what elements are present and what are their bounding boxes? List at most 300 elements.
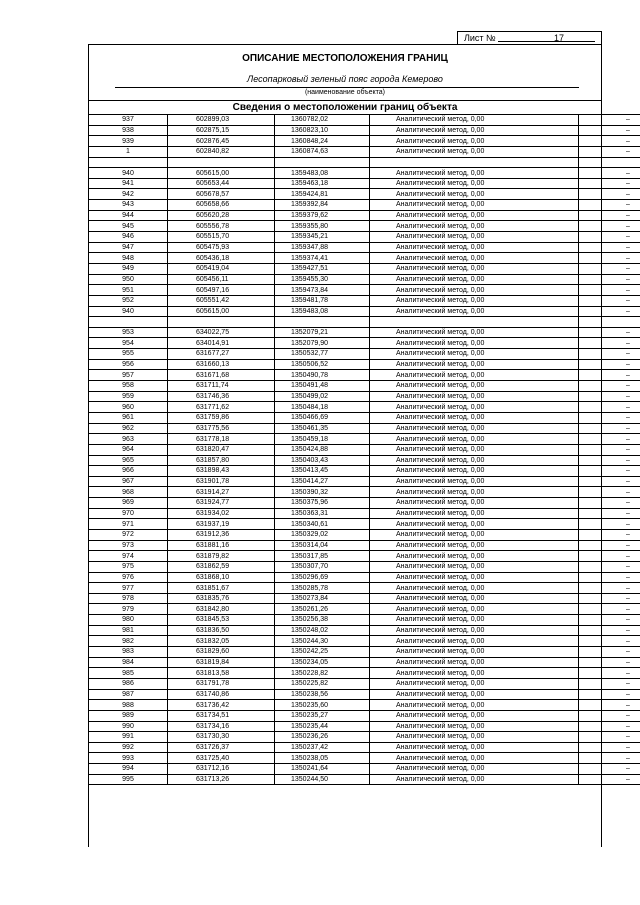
y-coordinate-cell: 1352079,21 (275, 327, 370, 338)
x-coordinate-cell: 631924,77 (168, 498, 275, 509)
table-row (89, 210, 640, 221)
table-row (89, 444, 640, 455)
description-cell: – (579, 263, 640, 274)
table-row (89, 466, 640, 477)
method-cell: Аналитический метод, 0,00 (370, 232, 579, 243)
object-caption: (наименование объекта) (304, 89, 386, 96)
table-row (89, 774, 640, 785)
x-coordinate-cell: 631901,78 (168, 476, 275, 487)
x-coordinate-cell: 631791,78 (168, 678, 275, 689)
method-cell: Аналитический метод, 0,00 (370, 115, 579, 126)
x-coordinate-cell: 631836,50 (168, 625, 275, 636)
x-coordinate-cell: 631712,16 (168, 764, 275, 775)
point-number-cell: 973 (89, 540, 168, 551)
y-coordinate-cell: 1360782,02 (275, 115, 370, 126)
table-row (89, 285, 640, 296)
table-row (89, 583, 640, 594)
x-coordinate-cell: 605678,57 (168, 189, 275, 200)
point-number-cell: 993 (89, 753, 168, 764)
table-row (89, 157, 640, 168)
description-cell: – (579, 466, 640, 477)
x-coordinate-cell: 631845,53 (168, 615, 275, 626)
table-row (89, 529, 640, 540)
table-row (89, 115, 640, 126)
x-coordinate-cell: 631851,67 (168, 583, 275, 594)
y-coordinate-cell: 1359463,18 (275, 178, 370, 189)
x-coordinate-cell: 631726,37 (168, 742, 275, 753)
method-cell: Аналитический метод, 0,00 (370, 434, 579, 445)
y-coordinate-cell: 1350238,56 (275, 689, 370, 700)
x-coordinate-cell: 605620,28 (168, 210, 275, 221)
description-cell: – (579, 285, 640, 296)
point-number-cell: 939 (89, 136, 168, 147)
table-row (89, 263, 640, 274)
description-cell: – (579, 625, 640, 636)
object-name: Лесопарковый зеленый пояс города Кемерово (247, 74, 443, 84)
y-coordinate-cell: 1359379,62 (275, 210, 370, 221)
x-coordinate-cell: 631937,19 (168, 519, 275, 530)
y-coordinate-cell: 1350484,18 (275, 402, 370, 413)
point-number-cell: 951 (89, 285, 168, 296)
method-cell: Аналитический метод, 0,00 (370, 263, 579, 274)
x-coordinate-cell: 631778,18 (168, 434, 275, 445)
point-number-cell: 966 (89, 466, 168, 477)
description-cell: – (579, 115, 640, 126)
x-coordinate-cell: 605497,16 (168, 285, 275, 296)
point-number-cell: 990 (89, 721, 168, 732)
method-cell: Аналитический метод, 0,00 (370, 466, 579, 477)
table-row (89, 232, 640, 243)
description-cell: – (579, 391, 640, 402)
y-coordinate-cell: 1350403,43 (275, 455, 370, 466)
table-row (89, 636, 640, 647)
x-coordinate-cell: 602876,45 (168, 136, 275, 147)
method-cell: Аналитический метод, 0,00 (370, 519, 579, 530)
method-cell: Аналитический метод, 0,00 (370, 732, 579, 743)
table-row (89, 381, 640, 392)
method-cell: Аналитический метод, 0,00 (370, 742, 579, 753)
sheet-number-box (457, 31, 602, 45)
description-cell: – (579, 551, 640, 562)
y-coordinate-cell: 1350241,64 (275, 764, 370, 775)
description-cell: – (579, 721, 640, 732)
description-cell: – (579, 402, 640, 413)
table-row (89, 434, 640, 445)
description-cell: – (579, 136, 640, 147)
table-row (89, 615, 640, 626)
y-coordinate-cell: 1350314,04 (275, 540, 370, 551)
y-coordinate-cell: 1350466,69 (275, 412, 370, 423)
point-number-cell: 953 (89, 327, 168, 338)
description-cell: – (579, 774, 640, 785)
method-cell: Аналитический метод, 0,00 (370, 370, 579, 381)
x-coordinate-cell: 631671,68 (168, 370, 275, 381)
table-row (89, 349, 640, 360)
table-row (89, 498, 640, 509)
x-coordinate-cell: 631660,13 (168, 359, 275, 370)
y-coordinate-cell: 1350340,61 (275, 519, 370, 530)
point-number-cell: 994 (89, 764, 168, 775)
description-cell: – (579, 200, 640, 211)
point-number-cell: 947 (89, 242, 168, 253)
y-coordinate-cell: 1359473,84 (275, 285, 370, 296)
point-number-cell: 976 (89, 572, 168, 583)
description-cell: – (579, 412, 640, 423)
method-cell: Аналитический метод, 0,00 (370, 561, 579, 572)
point-number-cell: 944 (89, 210, 168, 221)
point-number-cell: 961 (89, 412, 168, 423)
y-coordinate-cell: 1350506,52 (275, 359, 370, 370)
method-cell: Аналитический метод, 0,00 (370, 498, 579, 509)
description-cell: – (579, 700, 640, 711)
x-coordinate-cell: 631862,59 (168, 561, 275, 572)
y-coordinate-cell: 1350285,78 (275, 583, 370, 594)
table-row (89, 487, 640, 498)
method-cell: Аналитический метод, 0,00 (370, 615, 579, 626)
y-coordinate-cell: 1350424,88 (275, 444, 370, 455)
description-cell: – (579, 232, 640, 243)
method-cell: Аналитический метод, 0,00 (370, 476, 579, 487)
x-coordinate-cell: 631842,80 (168, 604, 275, 615)
description-cell: – (579, 221, 640, 232)
x-coordinate-cell: 631734,51 (168, 710, 275, 721)
y-coordinate-cell: 1350237,42 (275, 742, 370, 753)
y-coordinate-cell: 1359355,80 (275, 221, 370, 232)
table-row (89, 593, 640, 604)
point-number-cell: 952 (89, 295, 168, 306)
table-row (89, 338, 640, 349)
method-cell: Аналитический метод, 0,00 (370, 647, 579, 658)
y-coordinate-cell: 1350459,18 (275, 434, 370, 445)
method-cell: Аналитический метод, 0,00 (370, 125, 579, 136)
point-number-cell: 955 (89, 349, 168, 360)
description-cell: – (579, 210, 640, 221)
x-coordinate-cell: 631736,42 (168, 700, 275, 711)
y-coordinate-cell: 1359392,84 (275, 200, 370, 211)
x-coordinate-cell: 631730,30 (168, 732, 275, 743)
coordinates-table (88, 114, 640, 785)
point-number-cell: 982 (89, 636, 168, 647)
point-number-cell: 989 (89, 710, 168, 721)
y-coordinate-cell: 1350490,78 (275, 370, 370, 381)
table-row (89, 178, 640, 189)
object-name-underline (115, 87, 579, 88)
x-coordinate-cell: 631759,86 (168, 412, 275, 423)
point-number-cell: 963 (89, 434, 168, 445)
y-coordinate-cell: 1350228,82 (275, 668, 370, 679)
point-number-cell (89, 157, 168, 168)
x-coordinate-cell (168, 157, 275, 168)
description-cell: – (579, 636, 640, 647)
x-coordinate-cell: 605436,18 (168, 253, 275, 264)
document-title: ОПИСАНИЕ МЕСТОПОЛОЖЕНИЯ ГРАНИЦ (242, 53, 448, 64)
description-cell: – (579, 381, 640, 392)
description-cell: – (579, 689, 640, 700)
method-cell: Аналитический метод, 0,00 (370, 572, 579, 583)
x-coordinate-cell: 631898,43 (168, 466, 275, 477)
y-coordinate-cell: 1359345,21 (275, 232, 370, 243)
table-row (89, 359, 640, 370)
point-number-cell: 995 (89, 774, 168, 785)
y-coordinate-cell: 1350414,27 (275, 476, 370, 487)
point-number-cell: 965 (89, 455, 168, 466)
description-cell: – (579, 178, 640, 189)
description-cell: – (579, 540, 640, 551)
sheet-number-underline (498, 41, 595, 42)
x-coordinate-cell: 605551,42 (168, 295, 275, 306)
y-coordinate-cell: 1359483,08 (275, 168, 370, 179)
method-cell: Аналитический метод, 0,00 (370, 146, 579, 157)
table-row (89, 678, 640, 689)
method-cell: Аналитический метод, 0,00 (370, 689, 579, 700)
description-cell: – (579, 253, 640, 264)
point-number-cell: 957 (89, 370, 168, 381)
description-cell: – (579, 678, 640, 689)
description-cell: – (579, 189, 640, 200)
x-coordinate-cell: 631879,82 (168, 551, 275, 562)
sheet-label: Лист № (464, 33, 496, 43)
y-coordinate-cell: 1350296,69 (275, 572, 370, 583)
y-coordinate-cell: 1350235,44 (275, 721, 370, 732)
y-coordinate-cell: 1350238,05 (275, 753, 370, 764)
point-number-cell: 977 (89, 583, 168, 594)
x-coordinate-cell: 631725,40 (168, 753, 275, 764)
x-coordinate-cell: 631914,27 (168, 487, 275, 498)
description-cell: – (579, 668, 640, 679)
y-coordinate-cell: 1350317,85 (275, 551, 370, 562)
table-row (89, 540, 640, 551)
description-cell: – (579, 349, 640, 360)
point-number-cell: 979 (89, 604, 168, 615)
y-coordinate-cell (275, 317, 370, 328)
point-number-cell: 950 (89, 274, 168, 285)
description-cell: – (579, 742, 640, 753)
method-cell: Аналитический метод, 0,00 (370, 391, 579, 402)
table-row (89, 604, 640, 615)
x-coordinate-cell: 631775,56 (168, 423, 275, 434)
x-coordinate-cell: 605475,93 (168, 242, 275, 253)
table-row (89, 221, 640, 232)
x-coordinate-cell: 631832,05 (168, 636, 275, 647)
point-number-cell: 940 (89, 168, 168, 179)
x-coordinate-cell (168, 317, 275, 328)
table-row (89, 710, 640, 721)
x-coordinate-cell: 631819,84 (168, 657, 275, 668)
description-cell: – (579, 306, 640, 317)
x-coordinate-cell: 605556,78 (168, 221, 275, 232)
table-row (89, 700, 640, 711)
description-cell: – (579, 764, 640, 775)
description-cell (579, 317, 640, 328)
method-cell: Аналитический метод, 0,00 (370, 764, 579, 775)
method-cell: Аналитический метод, 0,00 (370, 168, 579, 179)
y-coordinate-cell: 1350363,31 (275, 508, 370, 519)
x-coordinate-cell: 631934,02 (168, 508, 275, 519)
y-coordinate-cell: 1352079,90 (275, 338, 370, 349)
table-row (89, 508, 640, 519)
method-cell: Аналитический метод, 0,00 (370, 295, 579, 306)
table-row (89, 125, 640, 136)
method-cell: Аналитический метод, 0,00 (370, 455, 579, 466)
point-number-cell: 968 (89, 487, 168, 498)
description-cell: – (579, 561, 640, 572)
description-cell: – (579, 370, 640, 381)
description-cell: – (579, 657, 640, 668)
description-cell: – (579, 710, 640, 721)
method-cell: Аналитический метод, 0,00 (370, 189, 579, 200)
point-number-cell: 956 (89, 359, 168, 370)
method-cell: Аналитический метод, 0,00 (370, 604, 579, 615)
table-row (89, 742, 640, 753)
table-row (89, 689, 640, 700)
table-row (89, 476, 640, 487)
description-cell: – (579, 327, 640, 338)
point-number-cell: 942 (89, 189, 168, 200)
method-cell: Аналитический метод, 0,00 (370, 700, 579, 711)
point-number-cell: 1 (89, 146, 168, 157)
table-row (89, 168, 640, 179)
method-cell: Аналитический метод, 0,00 (370, 253, 579, 264)
table-row (89, 753, 640, 764)
x-coordinate-cell: 634014,91 (168, 338, 275, 349)
section-title: Сведения о местоположении границ объекта (232, 102, 458, 113)
y-coordinate-cell: 1350413,45 (275, 466, 370, 477)
x-coordinate-cell: 602899,03 (168, 115, 275, 126)
y-coordinate-cell: 1350461,35 (275, 423, 370, 434)
point-number-cell: 943 (89, 200, 168, 211)
description-cell: – (579, 508, 640, 519)
y-coordinate-cell: 1350256,38 (275, 615, 370, 626)
table-row (89, 455, 640, 466)
y-coordinate-cell: 1350236,26 (275, 732, 370, 743)
point-number-cell: 978 (89, 593, 168, 604)
description-cell: – (579, 338, 640, 349)
x-coordinate-cell: 631820,47 (168, 444, 275, 455)
description-cell: – (579, 604, 640, 615)
method-cell: Аналитический метод, 0,00 (370, 274, 579, 285)
y-coordinate-cell: 1350532,77 (275, 349, 370, 360)
y-coordinate-cell (275, 157, 370, 168)
y-coordinate-cell: 1359483,08 (275, 306, 370, 317)
table-row (89, 625, 640, 636)
y-coordinate-cell: 1350244,30 (275, 636, 370, 647)
method-cell: Аналитический метод, 0,00 (370, 487, 579, 498)
point-number-cell: 937 (89, 115, 168, 126)
x-coordinate-cell: 605658,66 (168, 200, 275, 211)
y-coordinate-cell: 1359424,81 (275, 189, 370, 200)
table-row (89, 391, 640, 402)
y-coordinate-cell: 1359374,41 (275, 253, 370, 264)
point-number-cell: 986 (89, 678, 168, 689)
x-coordinate-cell: 631713,26 (168, 774, 275, 785)
x-coordinate-cell: 605653,44 (168, 178, 275, 189)
table-row (89, 657, 640, 668)
description-cell: – (579, 434, 640, 445)
method-cell: Аналитический метод, 0,00 (370, 338, 579, 349)
method-cell: Аналитический метод, 0,00 (370, 327, 579, 338)
y-coordinate-cell: 1350261,26 (275, 604, 370, 615)
description-cell: – (579, 125, 640, 136)
method-cell: Аналитический метод, 0,00 (370, 668, 579, 679)
description-cell: – (579, 615, 640, 626)
point-number-cell: 949 (89, 263, 168, 274)
method-cell: Аналитический метод, 0,00 (370, 285, 579, 296)
table-row (89, 764, 640, 775)
description-cell: – (579, 359, 640, 370)
method-cell: Аналитический метод, 0,00 (370, 200, 579, 211)
point-number-cell: 938 (89, 125, 168, 136)
y-coordinate-cell: 1350491,48 (275, 381, 370, 392)
point-number-cell: 948 (89, 253, 168, 264)
method-cell: Аналитический метод, 0,00 (370, 306, 579, 317)
x-coordinate-cell: 605419,04 (168, 263, 275, 274)
method-cell: Аналитический метод, 0,00 (370, 136, 579, 147)
method-cell: Аналитический метод, 0,00 (370, 508, 579, 519)
point-number-cell: 940 (89, 306, 168, 317)
y-coordinate-cell: 1350329,02 (275, 529, 370, 540)
method-cell: Аналитический метод, 0,00 (370, 753, 579, 764)
y-coordinate-cell: 1350235,27 (275, 710, 370, 721)
method-cell: Аналитический метод, 0,00 (370, 774, 579, 785)
description-cell: – (579, 732, 640, 743)
description-cell (579, 157, 640, 168)
point-number-cell: 941 (89, 178, 168, 189)
point-number-cell: 962 (89, 423, 168, 434)
x-coordinate-cell: 602840,82 (168, 146, 275, 157)
x-coordinate-cell: 605515,70 (168, 232, 275, 243)
method-cell: Аналитический метод, 0,00 (370, 583, 579, 594)
description-cell: – (579, 583, 640, 594)
y-coordinate-cell: 1359347,88 (275, 242, 370, 253)
method-cell: Аналитический метод, 0,00 (370, 402, 579, 413)
method-cell: Аналитический метод, 0,00 (370, 678, 579, 689)
method-cell: Аналитический метод, 0,00 (370, 412, 579, 423)
table-row (89, 200, 640, 211)
x-coordinate-cell: 605615,00 (168, 306, 275, 317)
point-number-cell: 964 (89, 444, 168, 455)
point-number-cell: 969 (89, 498, 168, 509)
point-number-cell: 985 (89, 668, 168, 679)
sheet-number: 17 (554, 33, 565, 43)
table-row (89, 327, 640, 338)
point-number-cell: 980 (89, 615, 168, 626)
description-cell: – (579, 647, 640, 658)
y-coordinate-cell: 1350235,60 (275, 700, 370, 711)
x-coordinate-cell: 602875,15 (168, 125, 275, 136)
x-coordinate-cell: 631771,62 (168, 402, 275, 413)
method-cell: Аналитический метод, 0,00 (370, 529, 579, 540)
point-number-cell: 974 (89, 551, 168, 562)
coordinates-table-body (89, 115, 640, 785)
point-number-cell: 945 (89, 221, 168, 232)
x-coordinate-cell: 631711,74 (168, 381, 275, 392)
y-coordinate-cell: 1359427,51 (275, 263, 370, 274)
table-row (89, 561, 640, 572)
point-number-cell: 981 (89, 625, 168, 636)
description-cell: – (579, 572, 640, 583)
y-coordinate-cell: 1350375,96 (275, 498, 370, 509)
method-cell: Аналитический метод, 0,00 (370, 242, 579, 253)
table-row (89, 295, 640, 306)
point-number-cell: 958 (89, 381, 168, 392)
table-row (89, 136, 640, 147)
description-cell: – (579, 423, 640, 434)
x-coordinate-cell: 631746,36 (168, 391, 275, 402)
description-cell: – (579, 519, 640, 530)
table-row (89, 519, 640, 530)
description-cell: – (579, 444, 640, 455)
method-cell: Аналитический метод, 0,00 (370, 721, 579, 732)
